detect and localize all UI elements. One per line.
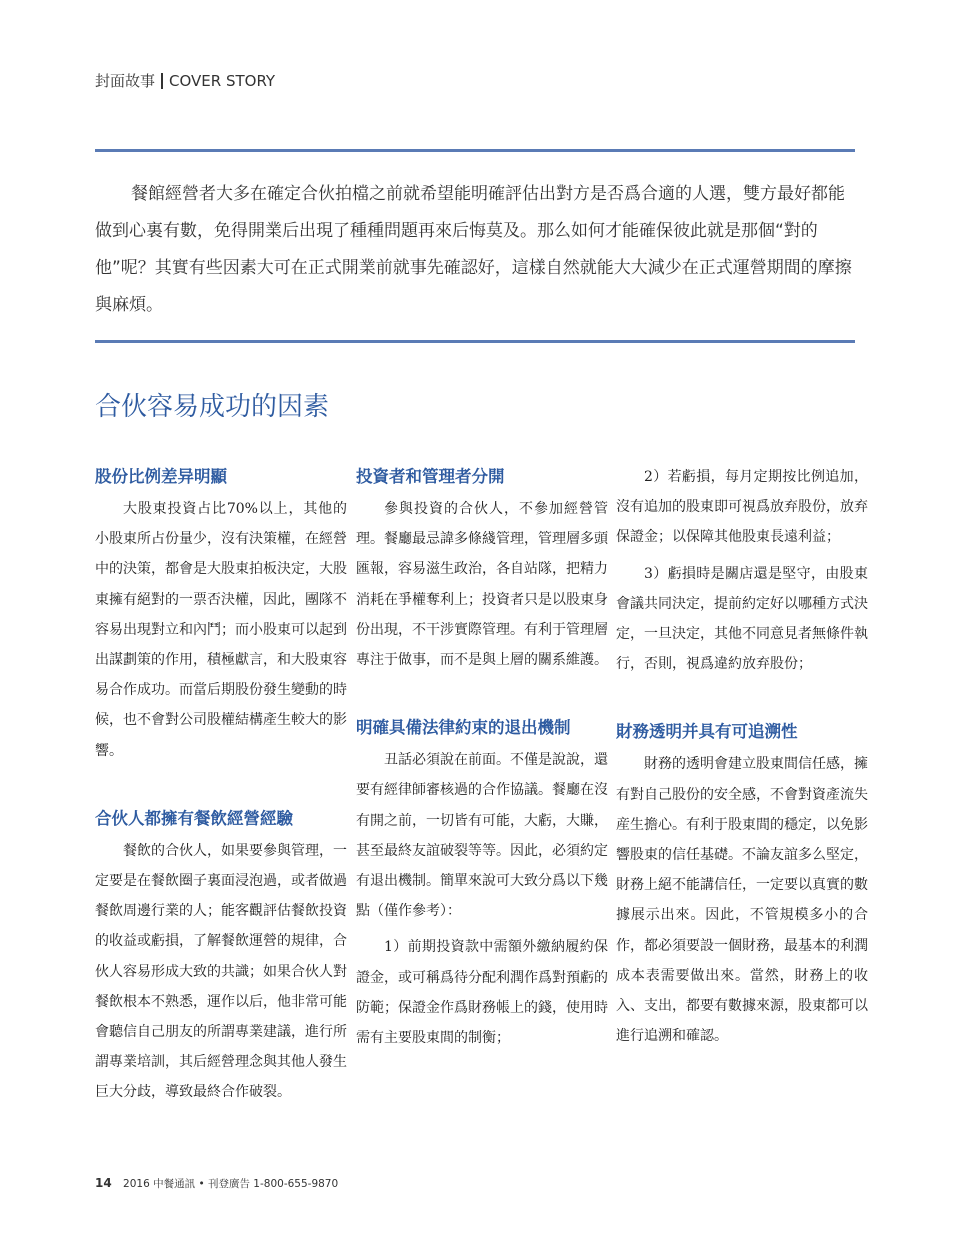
- paragraph-exit-point-2: 2）若虧損，每月定期按比例追加，沒有追加的股東即可視爲放弃股份，放弃保證金；以保障其他股東長遠利益；: [616, 469, 868, 546]
- section-label-en: COVER STORY: [169, 71, 276, 90]
- heading-finance-transparency: 財務透明并具有可追溯性: [616, 722, 798, 742]
- page-footer: [95, 1176, 338, 1191]
- column-3: [616, 462, 868, 1051]
- bottom-rule: [95, 340, 855, 343]
- heading-share-ratio: 股份比例差异明顯: [95, 467, 227, 486]
- intro-paragraph: 餐館經營者大多在確定合伙拍檔之前就希望能明確評估出對方是否爲合適的人選，雙方最好都能做到心裏有數，免得開業后出現了種種問題再來后悔莫及。那么如何才能確保彼此就是那個“對的他”呢？其實有些因素大可在正式開業前就事先確認好，這樣自然就能大大減少在正式運營期間的摩擦與麻煩。: [95, 184, 852, 315]
- paragraph-experience: 餐飲的合伙人，如果要參與管理，一定要是在餐飲圈子裏面浸泡過，或者做過餐飲周邊行業的人；能客觀評估餐飲投資的收益或虧損，了解餐飲運營的規律，合伙人容易形成大致的共識；如果合伙人對餐飲根本不熟悉，運作以后，他非常可能會聽信自己朋友的所謂專業建議，進行所謂專業培訓，其后經營理念與其他人發生巨大分歧，導致最終合作破裂。: [95, 842, 347, 1101]
- page-number: 14: [95, 1176, 112, 1190]
- section-header: [95, 70, 275, 91]
- paragraph-exit-point-1: 1）前期投資款中需額外繳納履約保證金，或可稱爲待分配利潤作爲對預虧的防範；保證金作爲財務帳上的錢，使用時需有主要股東間的制衡；: [356, 939, 608, 1047]
- paragraph-finance-transparency: 財務的透明會建立股東間信任感，擁有對自己股份的安全感，不會對資產流失産生擔心。有利于股東間的穩定，以免影響股東的信任基礎。不論友誼多么堅定，財務上絕不能講信任，一定要以真實的數據展示出來。因此，不管規模多小的合作，都必須要設一個財務，最基本的利潤成本表需要做出來。當然，財務上的收入、支出，都要有數據來源，股東都可以進行追溯和確認。: [616, 756, 868, 1045]
- footer-text: 2016 中餐通訊 • 刊登廣告 1-800-655-9870: [123, 1178, 339, 1190]
- header-divider: [161, 73, 163, 89]
- heading-experience: 合伙人都擁有餐飲經營經驗: [95, 808, 293, 828]
- paragraph-exit-mechanism: 丑話必須說在前面。不僅是說說，還要有經律師審核過的合作協議。餐廳在沒有開之前，一切皆有可能，大虧，大賺，甚至最終友誼破裂等等。因此，必須約定有退出機制。簡單來說可大致分爲以下幾點（僅作參考）：: [356, 752, 608, 920]
- paragraph-investor-manager: 參與投資的合伙人，不參加經營管理。餐廳最忌諱多條綫管理，管理層多頭匯報，容易滋生政治，各自站隊，把精力消耗在爭權奪利上；投資者只是以股東身份出現，不干涉實際管理。有利于管理層專注于做事，而不是與上層的關系維護。: [356, 501, 608, 669]
- section-label-zh: 封面故事: [95, 72, 156, 90]
- paragraph-exit-point-3: 3）虧損時是關店還是堅守，由股東會議共同決定，提前約定好以哪種方式決定，一旦決定，其他不同意見者無條件執行，否則，視爲違約放弃股份；: [616, 565, 868, 673]
- heading-investor-manager: 投資者和管理者分開: [356, 467, 505, 486]
- top-rule: [95, 149, 855, 152]
- paragraph-share-ratio: 大股東投資占比70%以上，其他的小股東所占份量少，沒有決策權，在經營中的決策，都會是大股東拍板決定，大股東擁有絕對的一票否決權，因此，團隊不容易出現對立和內鬥；而小股東可以起到出謀劃策的作用，積極獻言，和大股東容易合作成功。而當后期股份發生變動的時候，也不會對公司股權結構產生較大的影響。: [95, 501, 347, 759]
- section-title: 合伙容易成功的因素: [95, 392, 330, 422]
- column-2: [356, 462, 608, 1053]
- column-1: [95, 462, 347, 1108]
- heading-exit-mechanism: 明確具備法律約束的退出機制: [356, 718, 571, 738]
